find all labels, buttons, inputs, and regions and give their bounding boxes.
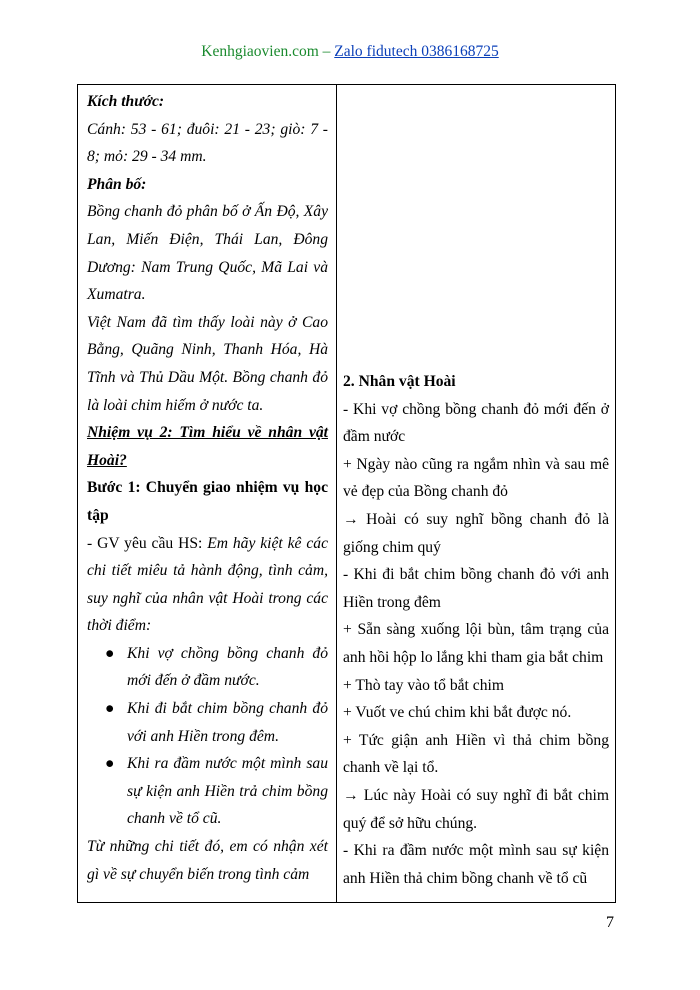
bullet-icon: ● xyxy=(105,755,115,773)
bullet-item xyxy=(87,695,328,750)
request-text: Em hãy kiệt kê các chi tiết miêu tả hành động, tình cảm, suy nghĩ của nhân vật Hoài trong các thời điểm: xyxy=(87,534,328,635)
answer-line: - Khi ra đầm nước một mình sau sự kiện anh Hiền thả chim bồng chanh về tổ cũ xyxy=(343,842,609,887)
bullet-text: Khi vợ chồng bồng chanh đỏ mới đến ở đầm nước. xyxy=(127,644,328,690)
task-heading: Nhiệm vụ 2: Tìm hiểu về nhân vật Hoài? xyxy=(87,424,328,469)
bullet-icon: ● xyxy=(105,644,115,662)
bullet-item xyxy=(87,640,328,695)
bullet-item xyxy=(87,750,328,833)
step-heading: Bước 1: Chuyển giao nhiệm vụ học tập xyxy=(87,479,328,524)
header-zalo-link[interactable]: Zalo fidutech 0386168725 xyxy=(334,43,499,60)
answer-line: - Khi đi bắt chim bồng chanh đỏ với anh Hiền trong đêm xyxy=(343,566,609,611)
teacher-request xyxy=(87,530,328,640)
column-divider xyxy=(336,85,337,902)
header-separator: – xyxy=(318,43,335,60)
answer-line: + Thò tay vào tổ bắt chim xyxy=(343,676,504,694)
page-number: 7 xyxy=(606,914,614,931)
answer-line: - Khi vợ chồng bồng chanh đỏ mới đến ở đầm nước xyxy=(343,400,609,446)
request-prefix: - GV yêu cầu HS: xyxy=(87,534,208,552)
answer-line: + Tức giận anh Hiền vì thả chim bồng chanh về lại tổ. xyxy=(343,731,609,777)
page-header xyxy=(0,42,700,62)
distribution-heading: Phân bố: xyxy=(87,175,147,193)
answer-line: + Sẵn sàng xuống lội bùn, tâm trạng của anh hồi hộp lo lắng khi tham gia bắt chim xyxy=(343,621,609,666)
bullet-text: Khi ra đầm nước một mình sau sự kiện anh Hiền trả chim bồng chanh về tổ cũ. xyxy=(127,755,328,828)
answer-line: → Hoài có suy nghĩ bồng chanh đỏ là giống chim quý xyxy=(343,510,609,556)
left-column xyxy=(87,88,328,888)
answer-line: + Ngày nào cũng ra ngắm nhìn và sau mê vẻ đẹp của Bồng chanh đỏ xyxy=(343,455,609,501)
bullet-text: Khi đi bắt chim bồng chanh đỏ với anh Hiền trong đêm. xyxy=(127,700,328,745)
size-text: Cánh: 53 - 61; đuôi: 21 - 23; giò: 7 - 8; mỏ: 29 - 34 mm. xyxy=(87,120,328,166)
answer-line: → Lúc này Hoài có suy nghĩ đi bắt chim quý để sở hữu chúng. xyxy=(343,786,609,832)
right-column xyxy=(343,368,609,892)
answer-line: + Vuốt ve chú chim khi bắt được nó. xyxy=(343,704,572,722)
size-heading: Kích thước: xyxy=(87,93,165,110)
question-text: Từ những chi tiết đó, em có nhận xét gì về sự chuyển biến trong tình cảm xyxy=(87,838,328,883)
header-site[interactable]: Kenhgiaovien.com xyxy=(201,43,319,60)
bullet-icon: ● xyxy=(105,700,115,718)
distribution-text-1: Bồng chanh đỏ phân bố ở Ấn Độ, Xây Lan, Miến Điện, Thái Lan, Đông Dương: Nam Trung Quốc, Mã Lai và Xumatra. xyxy=(87,203,328,304)
distribution-text-2: Việt Nam đã tìm thấy loài này ở Cao Bằng, Quãng Ninh, Thanh Hóa, Hà Tĩnh và Thủ Dầu Một. Bồng chanh đỏ là loài chim hiếm ở nước ta. xyxy=(87,313,328,414)
character-heading: 2. Nhân vật Hoài xyxy=(343,373,456,390)
lesson-table xyxy=(77,84,616,903)
